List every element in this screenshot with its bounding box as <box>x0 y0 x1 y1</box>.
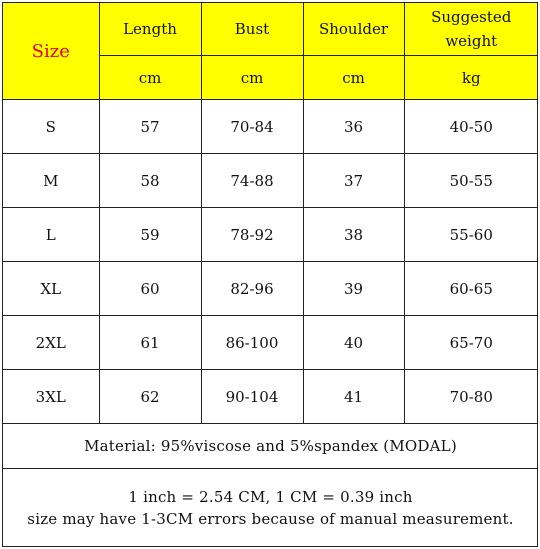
length-cell: 59 <box>99 208 201 262</box>
weight-cell: 70-80 <box>404 370 538 424</box>
length-cell: 61 <box>99 316 201 370</box>
shoulder-unit: cm <box>303 56 404 100</box>
bust-unit: cm <box>201 56 303 100</box>
weight-cell: 65-70 <box>404 316 538 370</box>
size-cell: 2XL <box>3 316 99 370</box>
size-chart <box>2 2 538 547</box>
size-cell: 3XL <box>3 370 99 424</box>
size-table <box>3 3 538 547</box>
shoulder-cell: 41 <box>303 370 404 424</box>
table-row <box>3 316 538 370</box>
length-cell: 62 <box>99 370 201 424</box>
weight-cell: 60-65 <box>404 262 538 316</box>
length-cell: 58 <box>99 154 201 208</box>
weight-column-header <box>404 3 538 56</box>
size-cell: XL <box>3 262 99 316</box>
size-cell: L <box>3 208 99 262</box>
shoulder-cell: 36 <box>303 100 404 154</box>
conversion-row <box>3 469 538 547</box>
weight-header-line1: Suggested <box>431 8 512 26</box>
size-cell: S <box>3 100 99 154</box>
weight-cell: 40-50 <box>404 100 538 154</box>
bust-cell: 78-92 <box>201 208 303 262</box>
size-cell: M <box>3 154 99 208</box>
shoulder-cell: 40 <box>303 316 404 370</box>
weight-cell: 50-55 <box>404 154 538 208</box>
bust-column-header: Bust <box>201 3 303 56</box>
bust-cell: 70-84 <box>201 100 303 154</box>
material-note: Material: 95%viscose and 5%spandex (MODAL) <box>3 424 538 469</box>
conversion-cell <box>3 469 538 547</box>
weight-unit: kg <box>404 56 538 100</box>
length-cell: 57 <box>99 100 201 154</box>
bust-cell: 90-104 <box>201 370 303 424</box>
conversion-note: 1 inch = 2.54 CM, 1 CM = 0.39 inch <box>128 487 413 506</box>
shoulder-column-header: Shoulder <box>303 3 404 56</box>
weight-header-line2: weight <box>445 32 498 50</box>
bust-cell: 74-88 <box>201 154 303 208</box>
table-row <box>3 370 538 424</box>
header-row <box>3 3 538 56</box>
bust-cell: 86-100 <box>201 316 303 370</box>
size-column-header: Size <box>3 3 99 100</box>
material-row <box>3 424 538 469</box>
shoulder-cell: 38 <box>303 208 404 262</box>
error-note: size may have 1-3CM errors because of manual measurement. <box>27 509 514 528</box>
shoulder-cell: 37 <box>303 154 404 208</box>
table-row <box>3 154 538 208</box>
table-row <box>3 100 538 154</box>
length-column-header: Length <box>99 3 201 56</box>
shoulder-cell: 39 <box>303 262 404 316</box>
length-cell: 60 <box>99 262 201 316</box>
table-row <box>3 208 538 262</box>
table-row <box>3 262 538 316</box>
length-unit: cm <box>99 56 201 100</box>
bust-cell: 82-96 <box>201 262 303 316</box>
weight-cell: 55-60 <box>404 208 538 262</box>
